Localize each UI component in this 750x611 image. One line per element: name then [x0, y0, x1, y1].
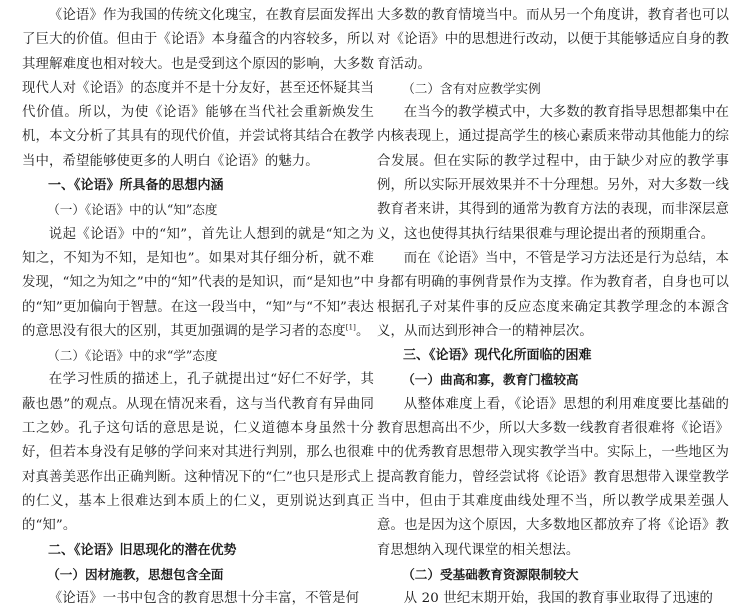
subsection-heading-2-2: （二）含有对应教学实例 — [402, 80, 541, 96]
subsection-heading-3-2: （二）受基础教育资源限制较大 — [402, 566, 579, 582]
right-column — [377, 4, 729, 611]
left-column — [22, 4, 374, 611]
paragraph-2-2b: 而在《论语》当中，不管是学习方法还是行为总结，本身都有明确的事例背景作为支撑。作为教育者，自身也可以根据孔子对某件事的反应态度来确定其教学理念的本源含义，从而达到形神合一的精神层次。 — [377, 250, 729, 339]
paragraph-3-2: 从 20 世纪末期开始，我国的教育事业取得了迅速的 — [403, 591, 714, 607]
paragraph-1-2: 在学习性质的描述上，孔子就提出过“好仁不好学，其蔽也愚”的观点。从现在情况来看，这与当代教育有异曲同工之妙。孔子这句话的意思是说，仁义道德本身虽然十分好，但若本身没有足够的学问来对其进行判别，那么也很难对真善美恶作出正确判断。这种情况下的“仁”也只是形式上的仁义，基本上很难达到本质上的仁义，更别说达到真正的“知”。 — [22, 372, 374, 534]
paragraph-2-1-continued: 大多数的教育情境当中。而从另一个角度讲，教育者也可以对《论语》中的思想进行改动，以便于其能够适应自身的教育活动。 — [377, 8, 729, 72]
section-heading-2: 二、《论语》旧思现化的潜在优势 — [48, 542, 237, 558]
subsection-heading-2-1: （一）因材施教，思想包含全面 — [47, 566, 224, 582]
paragraph-1-1-period: 。 — [356, 323, 370, 339]
section-heading-3: 三、《论语》现代化所面临的困难 — [403, 348, 592, 364]
citation-ref-1: [1] — [345, 323, 356, 332]
intro-paragraph: 《论语》作为我国的传统文化瑰宝，在教育层面发挥出了巨大的价值。但由于《论语》本身蕴含的内容较多，所以其理解难度也相对较大。也是受到这个原因的影响，大多数现代人对《论语》的态度并不是十分友好，甚至还怀疑其当代价值。所以，为使《论语》能够在当代社会重新焕发生机，本文分析了其具有的现代价值，并尝试将其结合在教学当中，希望能够使更多的人明白《论语》的魅力。 — [22, 8, 374, 169]
paragraph-3-1: 从整体难度上看，《论语》思想的利用难度要比基础的教育思想高出不少，所以大多数一线教育者很难将《论语》中的优秀教育思想带入现实教学当中。实际上，一些地区为提高教育能力，曾经尝试将《论语》教育思想带入课堂教学当中，但由于其难度曲线处理不当，所以教学成果差强人意。也是因为这个原因，大多数地区都放弃了将《论语》教育思想纳入现代课堂的相关想法。 — [377, 396, 729, 558]
subsection-heading-3-1: （一）曲高和寡，教育门槛较高 — [402, 372, 579, 388]
paragraph-2-2a: 在当今的教学模式中，大多数的教育指导思想都集中在内核表现上，通过提高学生的核心素质来带动其他能力的综合发展。但在实际的教学过程中，由于缺少对应的教学事例，所以实际开展效果并不十分理想。另外，对大多数一线教育者来讲，其得到的通常为教育方法的表现，而非深层意义，这也使得其执行结果很难与理论提出者的预期重合。 — [377, 105, 729, 242]
paragraph-2-1: 《论语》一书中包含的教育思想十分丰富，不管是何 — [48, 591, 360, 607]
subsection-heading-1-1: （一）《论语》中的认“知”态度 — [47, 202, 218, 218]
paragraph-1-1-text: 说起《论语》中的“知”，首先让人想到的就是“知之为知之，不知为不知，是知也”。如果对其仔细分析，就不难发现，“知之为知之”中的“知”代表的是知识，而“是知也”中的“知”更加偏向于智慧。在这一段当中，“知”与“不知”表达的意思没有很大的区别，其更加强调的是学习者的态度 — [22, 226, 374, 339]
paragraph-1-1 — [22, 223, 374, 344]
subsection-heading-1-2: （二）《论语》中的求“学”态度 — [47, 348, 218, 364]
section-heading-1: 一、《论语》所具备的思想内涵 — [48, 178, 224, 194]
